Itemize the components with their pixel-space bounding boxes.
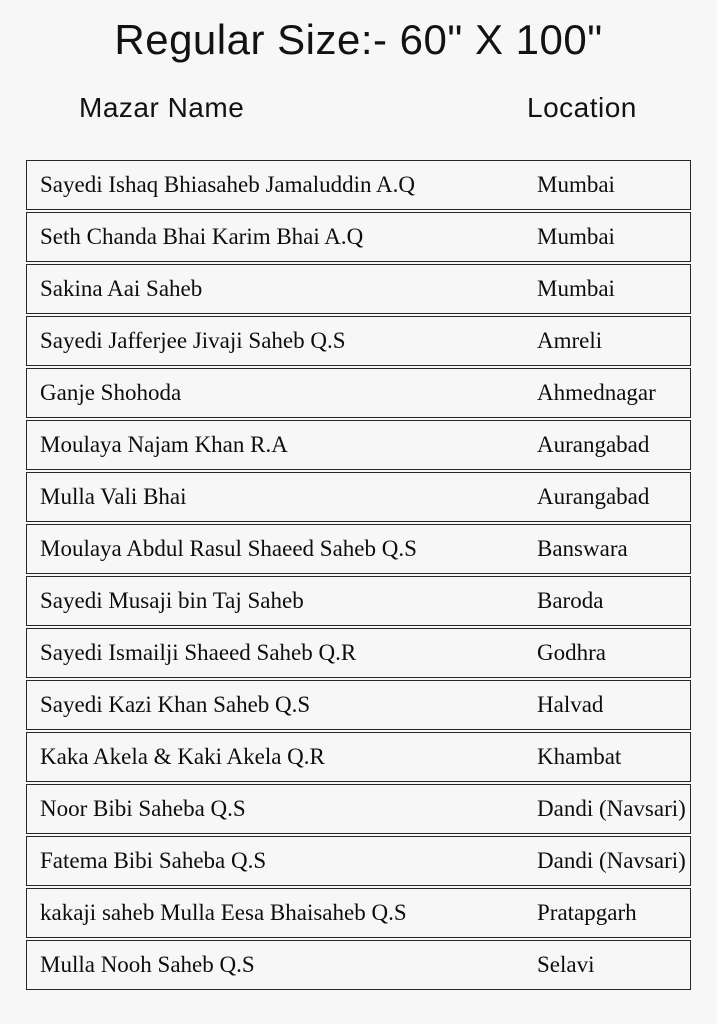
- table-row: [26, 836, 691, 886]
- mazar-name-cell: Mulla Vali Bhai: [40, 483, 187, 509]
- location-cell: Amreli: [537, 327, 603, 353]
- table-row: [26, 732, 691, 782]
- table-row: [26, 160, 691, 210]
- mazar-name-cell: Noor Bibi Saheba Q.S: [40, 795, 246, 821]
- location-cell: Aurangabad: [537, 483, 650, 509]
- page-title: Regular Size:- 60" X 100": [114, 16, 603, 63]
- table-row: [26, 680, 691, 730]
- table-row: [26, 628, 691, 678]
- location-cell: Pratapgarh: [537, 899, 637, 925]
- mazar-name-cell: Sakina Aai Saheb: [40, 275, 203, 301]
- location-cell: Baroda: [537, 587, 604, 613]
- location-cell: Mumbai: [537, 223, 615, 249]
- table-row: [26, 784, 691, 834]
- table-row: [26, 576, 691, 626]
- mazar-name-cell: Moulaya Abdul Rasul Shaeed Saheb Q.S: [40, 535, 417, 561]
- mazar-name-cell: Ganje Shohoda: [40, 379, 182, 405]
- table-row: [26, 316, 691, 366]
- table-row: [26, 212, 691, 262]
- column-header-mazar-name: Mazar Name: [79, 92, 245, 123]
- table-row: [26, 264, 691, 314]
- table-row: [26, 368, 691, 418]
- column-header-location: Location: [527, 92, 637, 123]
- table-row: [26, 888, 691, 938]
- mazar-name-cell: Sayedi Jafferjee Jivaji Saheb Q.S: [40, 327, 346, 353]
- location-cell: Aurangabad: [537, 431, 650, 457]
- location-cell: Godhra: [537, 639, 606, 665]
- location-cell: Ahmednagar: [537, 379, 656, 405]
- location-cell: Mumbai: [537, 171, 615, 197]
- table-row: [26, 524, 691, 574]
- mazar-name-cell: Sayedi Kazi Khan Saheb Q.S: [40, 691, 311, 717]
- mazar-name-cell: Moulaya Najam Khan R.A: [40, 431, 288, 457]
- location-cell: Dandi (Navsari): [537, 847, 686, 873]
- table-row: [26, 420, 691, 470]
- mazar-name-cell: Sayedi Ismailji Shaeed Saheb Q.R: [40, 639, 357, 665]
- mazar-name-cell: Seth Chanda Bhai Karim Bhai A.Q: [40, 223, 364, 249]
- mazar-name-cell: Sayedi Ishaq Bhiasaheb Jamaluddin A.Q: [40, 171, 415, 197]
- location-cell: Selavi: [537, 951, 595, 977]
- mazar-name-cell: Mulla Nooh Saheb Q.S: [40, 951, 255, 977]
- table-header-row: [0, 92, 717, 128]
- location-cell: Khambat: [537, 743, 622, 769]
- table-row: [26, 940, 691, 990]
- mazar-table: [26, 160, 691, 992]
- location-cell: Halvad: [537, 691, 604, 717]
- location-cell: Mumbai: [537, 275, 615, 301]
- mazar-name-cell: Sayedi Musaji bin Taj Saheb: [40, 587, 304, 613]
- mazar-name-cell: Kaka Akela & Kaki Akela Q.R: [40, 743, 325, 769]
- location-cell: Dandi (Navsari): [537, 795, 686, 821]
- table-row: [26, 472, 691, 522]
- mazar-name-cell: kakaji saheb Mulla Eesa Bhaisaheb Q.S: [40, 899, 407, 925]
- location-cell: Banswara: [537, 535, 628, 561]
- mazar-name-cell: Fatema Bibi Saheba Q.S: [40, 847, 267, 873]
